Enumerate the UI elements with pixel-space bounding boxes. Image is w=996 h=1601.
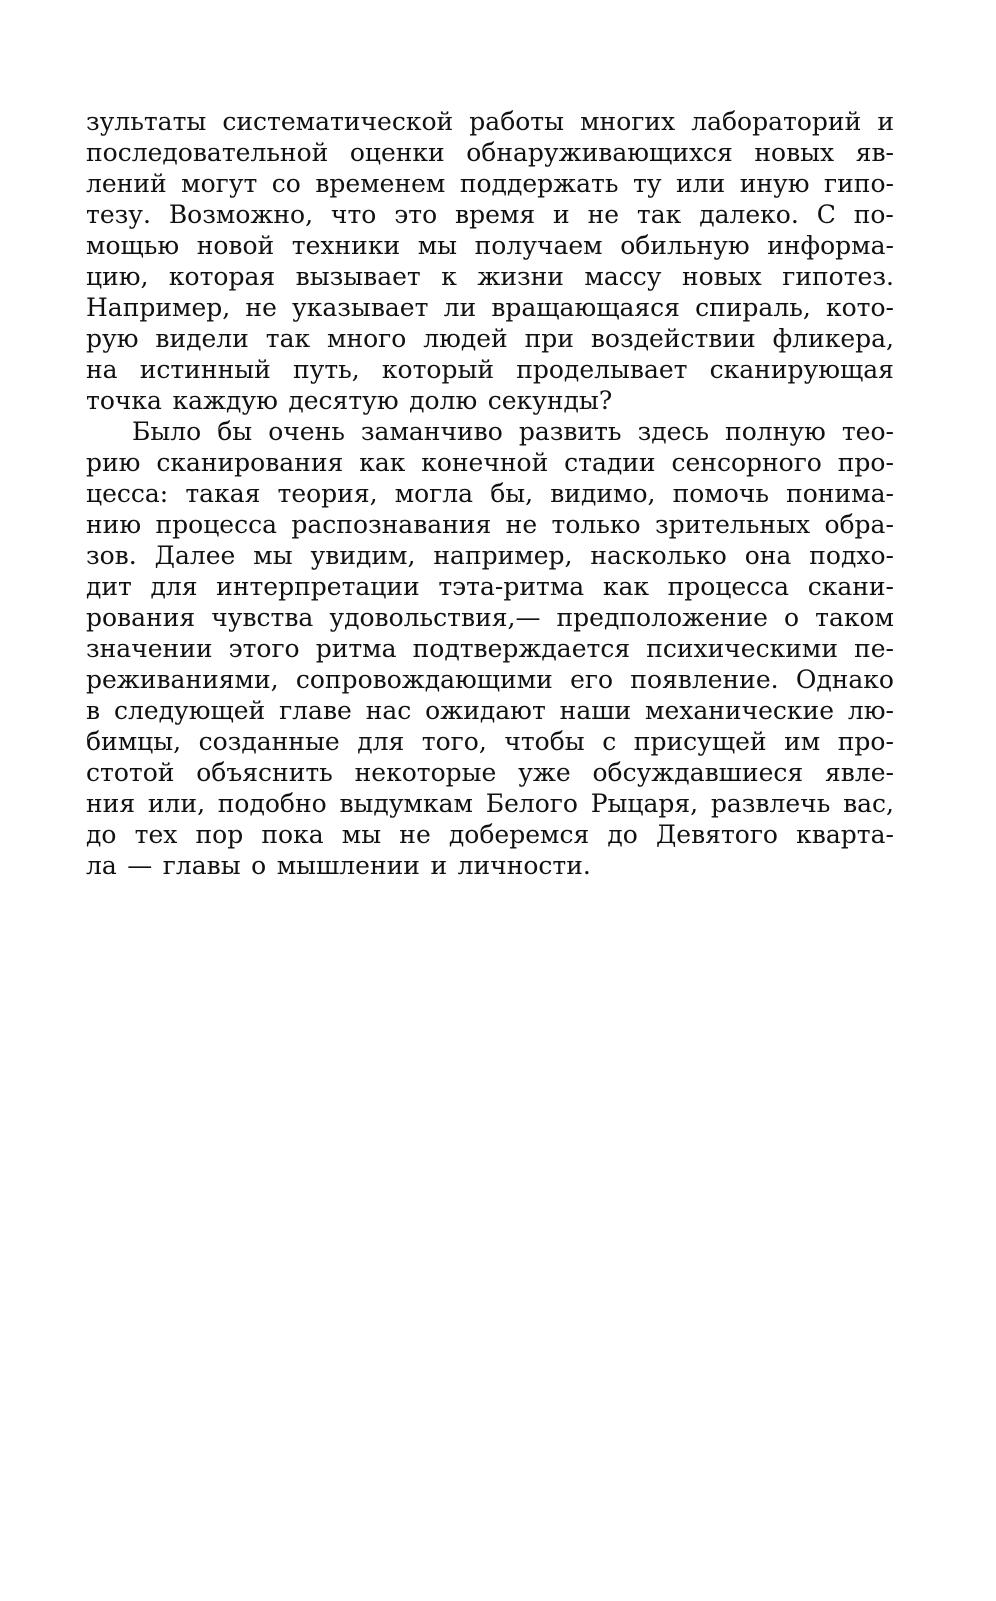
- word: до: [86, 820, 117, 849]
- word: обильную: [620, 231, 750, 260]
- word: им: [784, 727, 821, 756]
- word: спираль,: [695, 293, 811, 322]
- word: стадии: [564, 448, 656, 477]
- word: теория,: [277, 479, 378, 508]
- word: про-: [837, 727, 894, 756]
- word: дит: [86, 572, 132, 601]
- word: Далее: [154, 541, 236, 570]
- word: о: [784, 603, 800, 632]
- word: рования: [86, 603, 196, 632]
- word: который: [381, 355, 495, 384]
- text-line: [86, 633, 894, 664]
- word: видимо,: [550, 479, 656, 508]
- word: лабораторий: [691, 107, 862, 136]
- word: кото-: [825, 293, 894, 322]
- word: ла: [86, 851, 117, 880]
- word: бы,: [490, 479, 534, 508]
- text-line: [86, 416, 894, 447]
- word: могла: [394, 479, 474, 508]
- word: явле-: [824, 758, 894, 787]
- word: обсуждавшиеся: [592, 758, 804, 787]
- word: Белого: [485, 789, 578, 818]
- word: видели: [155, 324, 249, 353]
- word: реживаниями,: [86, 665, 279, 694]
- word: зультаты: [86, 107, 207, 136]
- word: о: [251, 851, 267, 880]
- word: подтверждается: [412, 634, 631, 663]
- word: помочь: [672, 479, 769, 508]
- word: значении: [86, 634, 213, 663]
- word: гипотез.: [782, 262, 894, 291]
- word: механические: [645, 696, 834, 725]
- word: бы: [217, 417, 253, 446]
- word: не: [587, 200, 620, 229]
- word: развить: [518, 417, 622, 446]
- word: это: [394, 200, 438, 229]
- word: Возможно,: [168, 200, 314, 229]
- word: фликера,: [772, 324, 894, 353]
- word: конечной: [421, 448, 549, 477]
- word: она: [744, 541, 792, 570]
- word: цию,: [86, 262, 149, 291]
- word: десятую: [288, 386, 399, 415]
- word: появление.: [630, 665, 779, 694]
- word: таком: [815, 603, 894, 632]
- text-line: [86, 292, 894, 323]
- word: временем: [315, 169, 446, 198]
- word: выдумкам: [339, 789, 473, 818]
- word: не: [399, 820, 431, 849]
- word: новой: [196, 231, 275, 260]
- word: массу: [584, 262, 662, 291]
- word: здесь: [637, 417, 710, 446]
- text-line: [86, 261, 894, 292]
- word: обнаруживающихся: [466, 138, 733, 167]
- word: заманчиво: [360, 417, 503, 446]
- word: работы: [469, 107, 565, 136]
- text-line: [86, 757, 894, 788]
- word: на: [86, 355, 118, 384]
- word: ритма: [315, 634, 397, 663]
- word: яв-: [855, 138, 894, 167]
- word: лений: [86, 169, 167, 198]
- word: например,: [433, 541, 573, 570]
- word: могут: [181, 169, 258, 198]
- word: подхо-: [809, 541, 894, 570]
- word: точка: [86, 386, 162, 415]
- word: этого: [228, 634, 300, 663]
- word: подобно: [217, 789, 327, 818]
- word: людей: [423, 324, 508, 353]
- word: воздействии: [590, 324, 756, 353]
- word: распознавания: [291, 510, 492, 539]
- word: того,: [421, 727, 487, 756]
- word: тео-: [841, 417, 894, 446]
- word: по-: [853, 200, 894, 229]
- paragraph: [86, 106, 894, 416]
- text-line: [86, 788, 894, 819]
- paragraph: [86, 416, 894, 881]
- word: гипо-: [824, 169, 894, 198]
- word: которая: [168, 262, 276, 291]
- word: увидим,: [310, 541, 416, 570]
- word: путь,: [292, 355, 360, 384]
- word: стотой: [86, 758, 175, 787]
- word: последовательной: [86, 138, 329, 167]
- word: так: [636, 200, 682, 229]
- word: как: [359, 448, 406, 477]
- word: объяснить: [196, 758, 333, 787]
- word: личности.: [457, 851, 591, 880]
- text-line: [86, 664, 894, 695]
- word: пор: [195, 820, 244, 849]
- word: развлечь: [710, 789, 831, 818]
- word: секунды?: [487, 386, 613, 415]
- text-line: [86, 323, 894, 354]
- word: созданные: [198, 727, 340, 756]
- word: тех: [134, 820, 178, 849]
- word: новых: [754, 138, 835, 167]
- text-line: [86, 137, 894, 168]
- word: предположение: [556, 603, 768, 632]
- word: Было: [132, 417, 202, 446]
- word: так: [265, 324, 311, 353]
- word: лю-: [847, 696, 894, 725]
- word: вызывает: [295, 262, 421, 291]
- word: рую: [86, 324, 139, 353]
- text-line: [86, 819, 894, 850]
- word: в: [86, 696, 101, 725]
- word: про-: [837, 448, 894, 477]
- word: ту: [632, 169, 662, 198]
- word: некоторые: [354, 758, 497, 787]
- word: мощью: [86, 231, 180, 260]
- text-line: [86, 447, 894, 478]
- word: полную: [725, 417, 826, 446]
- word: уже: [518, 758, 571, 787]
- word: главе: [279, 696, 352, 725]
- text-line: [86, 602, 894, 633]
- word: пе-: [854, 634, 894, 663]
- word: поддержать: [459, 169, 619, 198]
- text-line: [86, 199, 894, 230]
- word: не: [505, 510, 538, 539]
- word: ожидают: [425, 696, 546, 725]
- text-line: [86, 540, 894, 571]
- word: сенсорного: [671, 448, 822, 477]
- word: каждую: [172, 386, 278, 415]
- word: иную: [739, 169, 810, 198]
- word: присущей: [633, 727, 767, 756]
- word: насколько: [590, 541, 727, 570]
- word: и: [430, 851, 448, 880]
- word: систематической: [222, 107, 454, 136]
- word: скани-: [807, 572, 894, 601]
- word: такая: [185, 479, 261, 508]
- word: ния: [86, 789, 136, 818]
- word: сканирования: [156, 448, 344, 477]
- word: новых: [681, 262, 762, 291]
- word: или: [676, 169, 726, 198]
- word: до: [607, 820, 638, 849]
- word: интерпретации: [216, 572, 420, 601]
- word: вращающаяся: [491, 293, 680, 322]
- word: для: [150, 572, 198, 601]
- word: Однако: [795, 665, 894, 694]
- word: проделывает: [516, 355, 688, 384]
- word: понима-: [786, 479, 894, 508]
- word: сканирующая: [709, 355, 894, 384]
- word: тезу.: [86, 200, 151, 229]
- word: мы: [341, 820, 382, 849]
- text-line: [86, 354, 894, 385]
- word: оценки: [349, 138, 445, 167]
- word: процесса: [155, 510, 277, 539]
- word: получаем: [474, 231, 603, 260]
- word: только: [551, 510, 641, 539]
- word: долю: [409, 386, 478, 415]
- word: к: [441, 262, 457, 291]
- word: для: [357, 727, 405, 756]
- word: чтобы: [504, 727, 585, 756]
- word: с: [602, 727, 617, 756]
- word: пока: [261, 820, 324, 849]
- word: много: [327, 324, 407, 353]
- word: со: [271, 169, 301, 198]
- page-text: [86, 106, 894, 881]
- word: зрительных: [654, 510, 811, 539]
- text-line: [86, 571, 894, 602]
- word: сопровождающими: [295, 665, 553, 694]
- word: кварта-: [796, 820, 894, 849]
- word: следующей: [113, 696, 266, 725]
- word: очень: [268, 417, 345, 446]
- word: указывает: [292, 293, 429, 322]
- word: жизни: [477, 262, 564, 291]
- word: процесса: [667, 572, 790, 601]
- text-line: [86, 106, 894, 137]
- word: мы: [417, 231, 458, 260]
- word: мышлении: [276, 851, 420, 880]
- word: мы: [253, 541, 293, 570]
- word: зов.: [86, 541, 137, 570]
- word: Например,: [86, 293, 231, 322]
- word: рию: [86, 448, 141, 477]
- word: обра-: [824, 510, 894, 539]
- word: вас,: [843, 789, 894, 818]
- word: —: [127, 851, 153, 880]
- word: удовольствия,—: [329, 603, 541, 632]
- word: Рыцаря,: [590, 789, 699, 818]
- word: что: [330, 200, 377, 229]
- word: или,: [147, 789, 206, 818]
- word: наши: [559, 696, 632, 725]
- word: чувства: [211, 603, 314, 632]
- word: при: [524, 324, 574, 353]
- word: техники: [291, 231, 401, 260]
- word: время: [455, 200, 536, 229]
- word: информа-: [767, 231, 894, 260]
- word: психическими: [646, 634, 838, 663]
- word: нию: [86, 510, 142, 539]
- text-line: [86, 478, 894, 509]
- text-line: [86, 385, 894, 416]
- text-line: [86, 168, 894, 199]
- word: главы: [162, 851, 241, 880]
- word: цесса:: [86, 479, 169, 508]
- word: Девятого: [655, 820, 778, 849]
- word: многих: [580, 107, 676, 136]
- word: доберемся: [448, 820, 590, 849]
- word: тэта-ритма: [438, 572, 585, 601]
- word: С: [816, 200, 836, 229]
- word: далеко.: [699, 200, 799, 229]
- word: его: [570, 665, 614, 694]
- text-line: [86, 850, 894, 881]
- word: бимцы,: [86, 727, 182, 756]
- text-line: [86, 726, 894, 757]
- text-line: [86, 230, 894, 261]
- text-line: [86, 695, 894, 726]
- word: ли: [443, 293, 477, 322]
- word: не: [245, 293, 277, 322]
- text-line: [86, 509, 894, 540]
- word: нас: [365, 696, 412, 725]
- word: как: [602, 572, 649, 601]
- word: истинный: [139, 355, 271, 384]
- word: и: [877, 107, 894, 136]
- word: и: [553, 200, 570, 229]
